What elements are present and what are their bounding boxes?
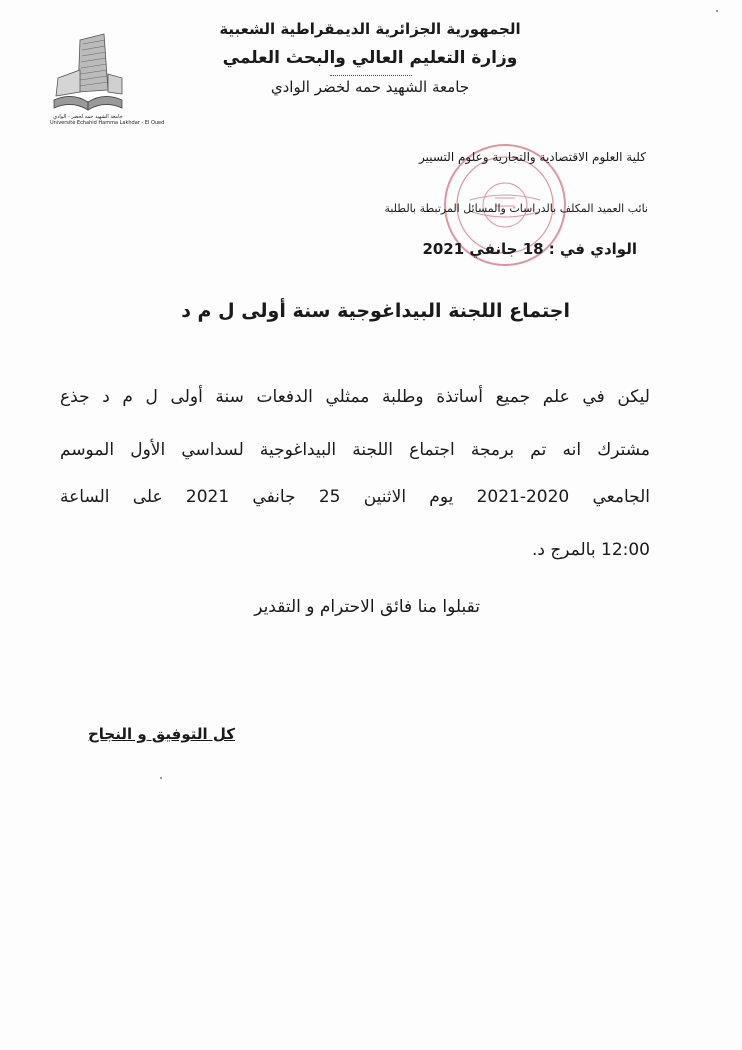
body-line-3: الجامعي 2020-2021 يوم الاثنين 25 جانفي 2021 على الساعة [60,487,651,507]
university-logo [50,30,165,130]
university-building-icon [50,30,126,114]
body-line-2: مشترك انه تم برمجة اجتماع اللجنة البيداغوجية لسداسي الأول الموسم [60,440,650,460]
place-and-date: الوادي في : 18 جانفي 2021 [422,240,637,258]
ministry-name: وزارة التعليم العالي والبحث العلمي [222,48,518,68]
closing-greeting: تقبلوا منا فائق الاحترام و التقدير [254,597,480,617]
scan-speck [716,10,718,12]
body-line-1: ليكن في علم جميع أساتذة وطلبة ممثلي الدفعات سنة أولى ل م د جذع [60,387,650,407]
header-divider [330,75,412,76]
scan-speck [160,777,162,779]
faculty-name: كلية العلوم الاقتصادية والتجارية وعلوم التسيير [418,150,646,164]
vice-dean-office: نائب العميد المكلف بالدراسات والمسائل المرتبطة بالطلبة [384,202,648,215]
university-name: جامعة الشهيد حمه لخضر الوادي [270,78,470,96]
logo-caption-arabic: جامعة الشهيد حمه لخضر - الوادي [53,114,123,120]
signoff-wish: كل التوفيق و النجاح [87,725,235,743]
republic-name: الجمهورية الجزائرية الديمقراطية الشعبية [219,20,521,38]
logo-caption-french: Université Echahid Hamma Lakhdar - El Oued [50,120,165,126]
document-title: اجتماع اللجنة البيداغوجية سنة أولى ل م د [181,300,570,322]
body-line-4: 12:00 بالمرج د. [531,540,650,560]
